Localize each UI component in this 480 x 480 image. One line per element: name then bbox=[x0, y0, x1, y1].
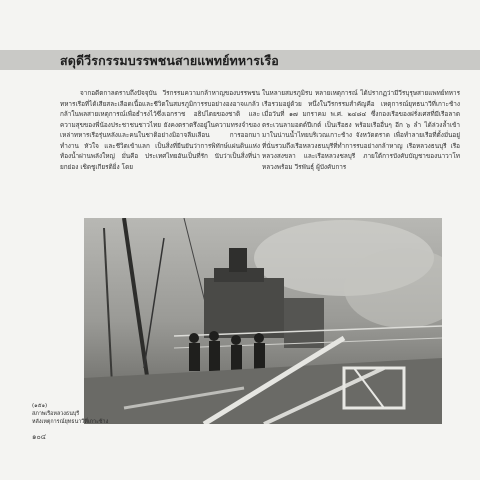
photo-caption bbox=[32, 402, 108, 426]
caption-line: สภาพเรือหลวงธนบุรี bbox=[32, 411, 80, 417]
page-number: ๑๐๔ bbox=[32, 433, 47, 441]
ship-deck-photo bbox=[84, 218, 442, 424]
body-column-right bbox=[262, 88, 460, 172]
caption-number: (๑๕๑) bbox=[32, 403, 48, 409]
historical-photo bbox=[84, 218, 442, 424]
body-paragraph: จากอดีตกาลตราบถึงปัจจุบัน วีรกรรมความกล้าหาญของบรรพชนทหารเรือที่ได้เสียสละเลือดเนื้อและชีวิตในสมรภูมิการรบอย่างองอาจแกล้วกล้าในพลสายเหตุการณ์เพื่อธำรงไว้ซึ่งเอกราช อธิปไตยของชาติ และความสุขของพี่น้องประชาชนชาวไทย ยังคงตราตรึงอยู่ในความทรงจำของเหล่าทหารเรือรุ่นหลังและคนในชาติอย่างมิอาจลืมเลือน การออกมาทำงาน หัวใจ และชีวิตเข้าแลก เป็นสิ่งที่ยืนยันว่าการพิทักษ์แผ่นดินแห่งท้องน้ำผ่านพลังใหญ่ มั่นคือ ประเทศไทยอันเป็นที่รัก นับว่าเป็นสิ่งที่น่ายกย่อง เชิดชูเกียรติยิ่ง โดย bbox=[60, 89, 260, 171]
body-column-left bbox=[60, 88, 260, 172]
page-title: สดุดีวีรกรรมบรรพชนสายแพทย์ทหารเรือ bbox=[60, 53, 279, 68]
caption-line: หลังเหตุการณ์ยุทธนาวีที่เกาะช้าง bbox=[32, 419, 109, 425]
body-paragraph: ในหลายสมรภูมิรบ หลายเหตุการณ์ ได้ปรากฏว่ามีวีรบุรุษสายแพทย์ทหารเรือรวมอยู่ด้วย หนึ่งในวีรกรรมสำคัญคือ เหตุการณ์ยุทธนาวีที่เกาะช้าง เมื่อวันที่ ๑๗ มกราคม พ.ศ. ๒๔๘๔ ซึ่งกองเรือของฝรั่งเศสที่มีเรือลาดตระเวนลามอตต์ปีเกต์ เป็นเรือธง พร้อมเรืออื่นๆ อีก ๖ ลำ ได้ล่วงล้ำเข้ามาในน่านน้ำไทยบริเวณเกาะช้าง จังหวัดตราด เพื่อทำลายเรือที่ตั้งมั่นอยู่ที่นั่นรวมถึงเรือหลวงธนบุรีที่ทำการรบอย่างกล้าหาญ เรือหลวงธนบุรี เรือหลวงสงขลา และเรือหลวงชลบุรี ภายใต้การบังคับบัญชาของนาวาโท หลวงพร้อม วีรพันธุ์ ผู้บังคับการ bbox=[262, 89, 460, 171]
